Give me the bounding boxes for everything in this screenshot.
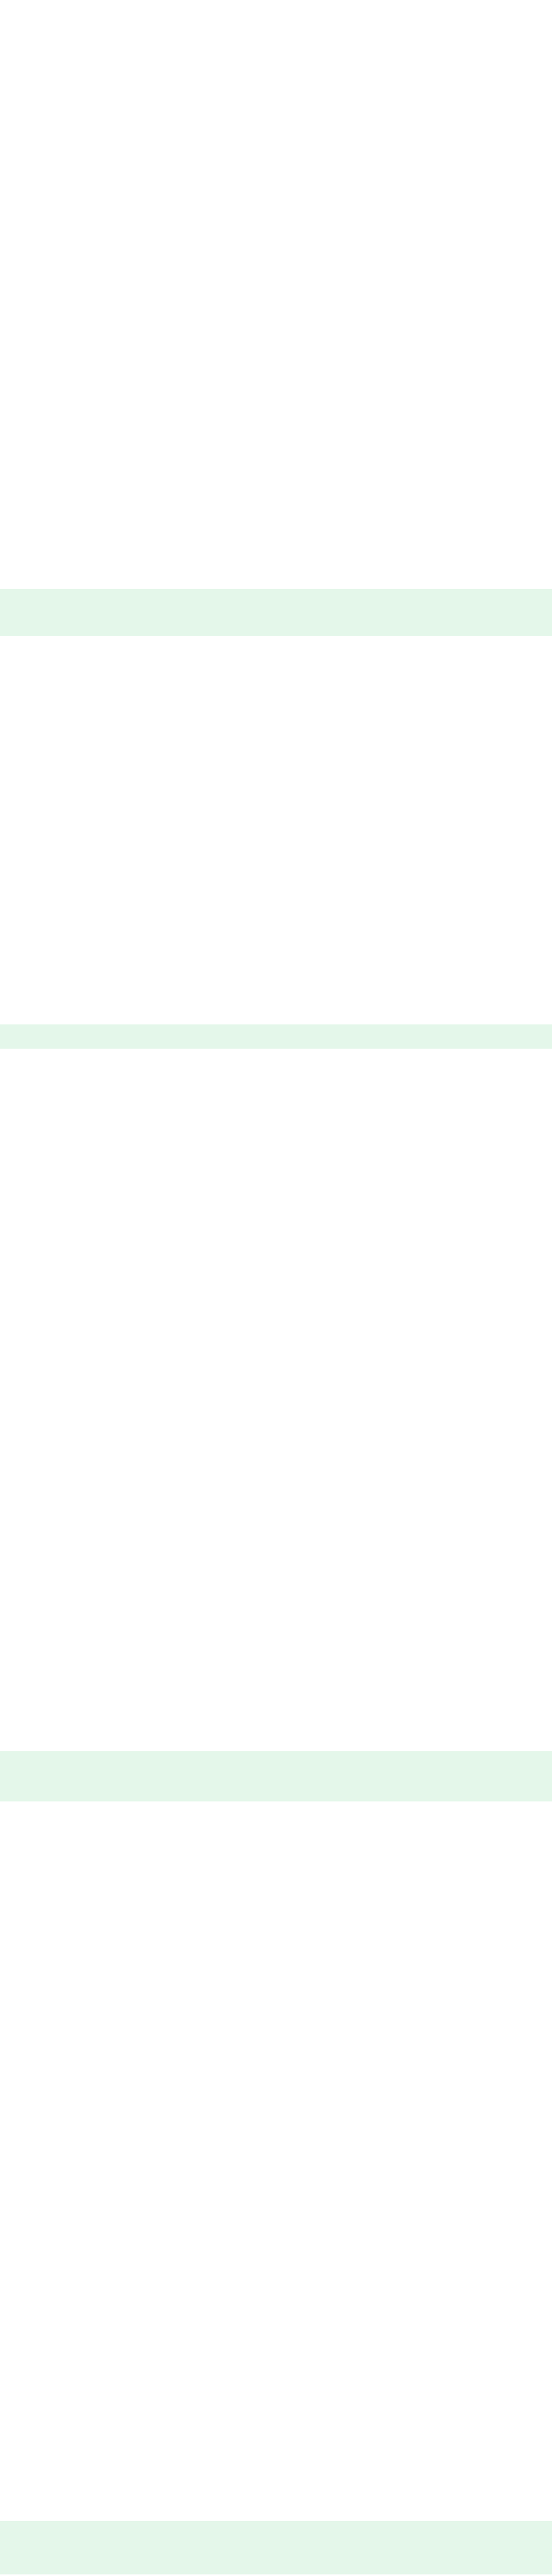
answer-highlight	[0, 2521, 552, 2574]
answer-highlight	[0, 1751, 552, 1801]
answer-highlight	[0, 1024, 552, 1049]
answer-highlight	[0, 589, 552, 636]
